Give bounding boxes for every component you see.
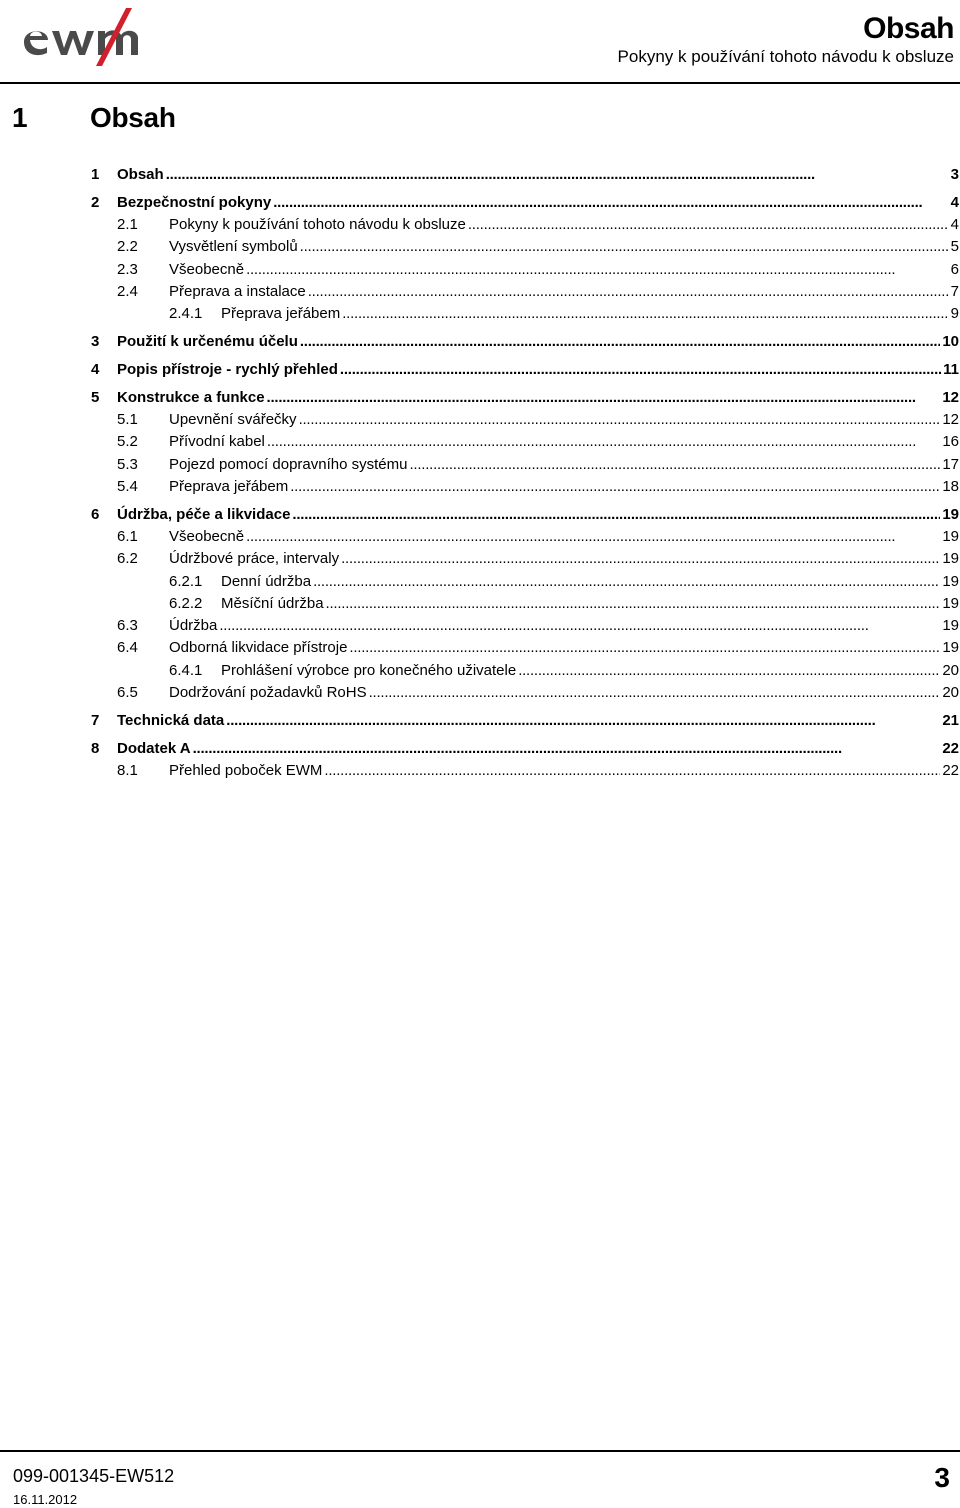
toc-entry-number: 5.3: [117, 455, 138, 473]
toc-entry-title: Všeobecně: [169, 260, 245, 278]
toc-dot-leader: [313, 571, 940, 593]
toc-entry-number: 2.2: [117, 238, 138, 256]
toc-entry-number: 6.4: [117, 639, 138, 657]
document-id: 099-001345-EW512: [13, 1466, 175, 1486]
toc-entry-title: Přívodní kabel: [169, 433, 265, 451]
toc-entry-number: 6.2: [117, 550, 138, 568]
toc-entry[interactable]: [91, 738, 959, 760]
toc-entry[interactable]: [91, 637, 959, 659]
toc-entry-number: 2.4.1: [169, 305, 203, 323]
toc-entry-number: 2.4: [117, 282, 138, 300]
toc-entry-number: 6.3: [117, 617, 138, 635]
toc-dot-leader: [292, 504, 940, 526]
toc-entry-title: Údržba: [169, 617, 218, 635]
toc-entry[interactable]: [91, 760, 959, 782]
toc-entry-title: Odborná likvidace přístroje: [169, 639, 348, 657]
toc-entry-page: 16: [942, 433, 959, 451]
footer-divider: [0, 1450, 960, 1452]
toc-entry-title: Prohlášení výrobce pro konečného uživatele: [221, 661, 517, 679]
toc-entry-title: Všeobecně: [169, 527, 245, 545]
toc-entry-number: 5: [91, 388, 100, 406]
toc-entry-number: 8.1: [117, 761, 138, 779]
chapter-heading: [12, 102, 176, 134]
toc-entry-number: 2.3: [117, 260, 138, 278]
toc-entry[interactable]: [91, 454, 959, 476]
toc-entry-number: 2: [91, 193, 100, 211]
toc-entry[interactable]: [91, 281, 959, 303]
toc-dot-leader: [219, 615, 940, 637]
toc-dot-leader: [267, 387, 941, 409]
toc-dot-leader: [308, 281, 949, 303]
toc-dot-leader: [518, 660, 940, 682]
toc-entry-page: 4: [950, 193, 959, 211]
toc-entry-title: Dodatek A: [117, 739, 191, 757]
toc-dot-leader: [341, 548, 940, 570]
toc-entry-title: Bezpečnostní pokyny: [117, 193, 272, 211]
toc-dot-leader: [290, 476, 940, 498]
toc-entry-number: 5.2: [117, 433, 138, 451]
toc-entry-number: 5.1: [117, 410, 138, 428]
toc-dot-leader: [246, 526, 940, 548]
toc-entry-number: 3: [91, 333, 100, 351]
ewm-logo: [22, 6, 164, 68]
toc-dot-leader: [326, 593, 941, 615]
toc-entry-page: 20: [942, 684, 959, 702]
toc-entry-number: 6: [91, 505, 100, 523]
toc-entry-title: Údržba, péče a likvidace: [117, 505, 291, 523]
toc-entry[interactable]: [91, 548, 959, 570]
toc-dot-leader: [342, 303, 948, 325]
toc-entry-title: Technická data: [117, 711, 225, 729]
toc-entry-page: 6: [950, 260, 959, 278]
toc-entry-page: 19: [942, 572, 959, 590]
toc-entry-number: 4: [91, 360, 100, 378]
header-title: Obsah: [863, 12, 954, 45]
toc-dot-leader: [340, 359, 941, 381]
toc-entry-page: 12: [942, 388, 959, 406]
toc-entry-page: 11: [943, 360, 959, 378]
toc-dot-leader: [300, 236, 949, 258]
toc-entry[interactable]: [91, 660, 959, 682]
toc-entry[interactable]: [91, 431, 959, 453]
toc-entry-number: 1: [91, 166, 100, 183]
toc-entry-page: 19: [942, 594, 959, 612]
toc-entry-page: 20: [942, 661, 959, 679]
toc-entry[interactable]: [91, 526, 959, 548]
toc-entry-title: Popis přístroje - rychlý přehled: [117, 360, 338, 378]
toc-entry[interactable]: [91, 164, 959, 186]
toc-entry-page: 12: [942, 410, 959, 428]
toc-entry-page: 22: [942, 739, 959, 757]
toc-entry[interactable]: [91, 387, 959, 409]
header-subtitle: Pokyny k používání tohoto návodu k obsluze: [617, 47, 954, 66]
toc-entry-page: 17: [942, 455, 959, 473]
toc-entry-page: 18: [942, 477, 959, 495]
toc-entry[interactable]: [91, 615, 959, 637]
toc-entry-title: Dodržování požadavků RoHS: [169, 684, 367, 702]
toc-dot-leader: [299, 409, 941, 431]
toc-dot-leader: [166, 164, 949, 186]
toc-entry-title: Přehled poboček EWM: [169, 761, 323, 779]
toc-dot-leader: [267, 431, 940, 453]
toc-entry-number: 7: [91, 711, 100, 729]
toc-entry-number: 6.1: [117, 527, 138, 545]
toc-entry-page: 10: [942, 333, 959, 351]
toc-entry[interactable]: [91, 303, 959, 325]
toc-entry[interactable]: [91, 236, 959, 258]
toc-entry-number: 2.1: [117, 216, 138, 234]
toc-entry[interactable]: [91, 571, 959, 593]
toc-entry[interactable]: [91, 710, 959, 732]
toc-entry-page: 19: [942, 550, 959, 568]
toc-dot-leader: [273, 192, 948, 214]
toc-entry[interactable]: [91, 682, 959, 704]
page-number: 3: [934, 1462, 950, 1493]
toc-dot-leader: [246, 259, 949, 281]
toc-dot-leader: [369, 682, 941, 704]
toc-entry-number: 6.5: [117, 684, 138, 702]
toc-entry-title: Vysvětlení symbolů: [169, 238, 298, 256]
toc-entry[interactable]: [91, 504, 959, 526]
toc-entry-page: 22: [942, 761, 959, 779]
toc-entry-page: 19: [942, 505, 959, 523]
toc-entry-title: Přeprava jeřábem: [169, 477, 289, 495]
toc-entry-title: Měsíční údržba: [221, 594, 324, 612]
toc-entry[interactable]: [91, 192, 959, 214]
document-date: 16.11.2012: [13, 1492, 78, 1507]
table-of-contents: [91, 164, 959, 782]
toc-entry-number: 6.4.1: [169, 661, 203, 679]
toc-entry-title: Přeprava jeřábem: [221, 305, 341, 323]
header-divider: [0, 82, 960, 84]
toc-entry-title: Použití k určenému účelu: [117, 333, 298, 351]
toc-entry-page: 19: [942, 527, 959, 545]
toc-entry-page: 19: [942, 639, 959, 657]
toc-entry[interactable]: [91, 259, 959, 281]
toc-entry-title: Obsah: [117, 166, 164, 183]
toc-entry-number: 6.2.2: [169, 594, 203, 612]
toc-entry-number: 5.4: [117, 477, 138, 495]
page-header: [618, 12, 954, 68]
toc-dot-leader: [193, 738, 941, 760]
toc-dot-leader: [324, 760, 940, 782]
toc-entry-page: 7: [950, 282, 959, 300]
toc-entry[interactable]: [91, 359, 959, 381]
toc-entry-page: 21: [942, 711, 959, 729]
toc-entry[interactable]: [91, 409, 959, 431]
toc-dot-leader: [409, 454, 940, 476]
toc-entry[interactable]: [91, 593, 959, 615]
toc-dot-leader: [300, 331, 940, 353]
toc-entry-page: 4: [950, 216, 959, 234]
toc-entry[interactable]: [91, 214, 959, 236]
toc-entry-title: Pojezd pomocí dopravního systému: [169, 455, 408, 473]
toc-entry-title: Denní údržba: [221, 572, 312, 590]
toc-entry-page: 5: [950, 238, 959, 256]
toc-entry-title: Přeprava a instalace: [169, 282, 306, 300]
toc-entry-number: 8: [91, 739, 100, 757]
toc-entry[interactable]: [91, 476, 959, 498]
toc-entry-page: 3: [950, 166, 959, 183]
toc-entry-title: Pokyny k používání tohoto návodu k obsluze: [169, 216, 466, 234]
toc-entry[interactable]: [91, 331, 959, 353]
chapter-number: 1: [12, 102, 28, 133]
toc-entry-title: Konstrukce a funkce: [117, 388, 265, 406]
toc-dot-leader: [349, 637, 940, 659]
toc-entry-number: 6.2.1: [169, 572, 203, 590]
toc-entry-page: 19: [942, 617, 959, 635]
toc-entry-page: 9: [950, 305, 959, 323]
chapter-title: Obsah: [90, 102, 176, 133]
toc-entry-title: Údržbové práce, intervaly: [169, 550, 340, 568]
toc-dot-leader: [468, 214, 949, 236]
toc-dot-leader: [226, 710, 940, 732]
toc-entry-title: Upevnění svářečky: [169, 410, 297, 428]
